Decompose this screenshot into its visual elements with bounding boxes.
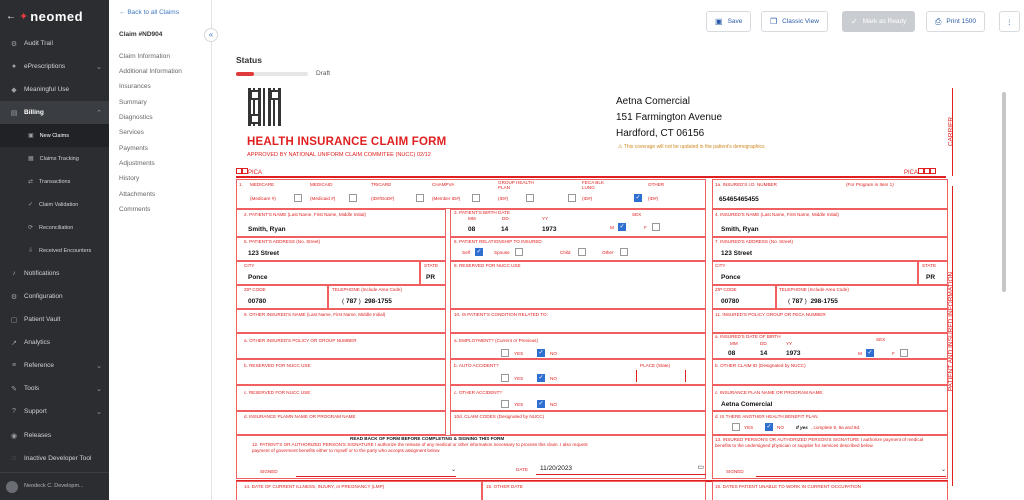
nav-claim-validation[interactable]: ✓ Claim Validation [28, 201, 79, 208]
releases-icon: ◉ [10, 432, 18, 440]
tracking-icon: ▦ [28, 156, 34, 162]
patient-sex-f-checkbox[interactable] [652, 223, 660, 231]
claimnav-item[interactable]: Adjustments [119, 160, 155, 167]
payer-address-1: 151 Farmington Avenue [616, 112, 723, 123]
employment-no-checkbox[interactable]: ✓ [538, 350, 544, 356]
brand-logo: neomed [30, 8, 84, 24]
other-accident-no-checkbox[interactable]: ✓ [538, 401, 544, 407]
insured-phone-value[interactable]: ( 787 ) 298-1755 [788, 298, 838, 305]
chevron-up-icon: ⌃ [96, 109, 102, 117]
print-1500-button[interactable]: ⎙ Print 1500 [926, 11, 985, 32]
tricare-checkbox[interactable] [416, 194, 424, 202]
carrier-label: CARRIER [947, 116, 955, 147]
status-value: Draft [316, 70, 331, 77]
claims-icon: ▣ [28, 133, 34, 139]
insured-dob-month[interactable]: 08 [728, 350, 736, 357]
other-accident-yes-checkbox[interactable] [501, 400, 509, 408]
reference-icon: ≡ [11, 362, 17, 369]
sidebar [0, 0, 109, 500]
another-plan-no-checkbox[interactable]: ✓ [766, 424, 772, 430]
claim-navigation [109, 0, 212, 500]
other-checkbox[interactable]: ✓ [635, 195, 641, 201]
nav-reference[interactable]: ≡ Reference ⌄ [11, 362, 102, 370]
claim-id: Claim #ND904 [119, 31, 163, 38]
arrow-left-icon: ← [119, 9, 128, 16]
pica-left: PICA [236, 168, 262, 176]
insured-address-value[interactable]: 123 Street [721, 250, 753, 257]
claimnav-item[interactable]: History [119, 175, 140, 182]
box-9a [236, 333, 446, 359]
nav-inactive-dev-tool[interactable]: ◌ Inactive Developer Tool [11, 455, 92, 462]
patient-address-value[interactable]: 123 Street [248, 250, 280, 257]
copy-icon: ❐ [770, 17, 778, 26]
nav-notifications[interactable]: ♪ Notifications [0, 262, 109, 285]
qr-code [248, 88, 282, 126]
document-icon: ▤ [10, 109, 18, 117]
save-icon: ▣ [715, 17, 723, 26]
employment-yes-checkbox[interactable] [501, 349, 509, 357]
neomed-logo-icon: ✦ [19, 10, 29, 23]
patient-city-box [236, 261, 420, 285]
claimnav-item[interactable]: Summary [119, 99, 147, 106]
vault-icon: ▢ [10, 316, 18, 324]
nav-configuration[interactable]: ⚙ Configuration [10, 293, 63, 301]
cms1500-form: HEALTH INSURANCE CLAIM FORM APPROVED BY NATIONAL UNIFORM CLAIM COMMITEE (NUCC) 02/12 Aetna Comercial 151 Farmington Avenue Hardford, CT 06156 ⚠ This coverage will not be updated in the patient's demographics. PICA PICA CARRIER PATIENT AND INSURED INFORMATION 1. MEDICARE (Medicare #) MEDICAID (Medicaid #) TRICARE (ID#/DoD#) CHAMPVA (Member ID#) GROUP HEALTH PLAN (ID#) FECA BLK LUNG (ID#) OTHER (ID#) ✓ 1a. INSURED'S I.D. NUMBER (For Program in Item 1) 65465465455 2. PATIENT'S NAME (Last Name, First Name, Middle Initial) Smith, Ryan 3. PATIENT'S BIRTH DATE MM DD YY 08 14 1973 SEX M ✓ F 4. INSURED'S NAME (Last Name, First Name, Middle Initial) Smith, Ryan 5. PATIENT'S ADDRESS (No. Street) 123 Street 6. PATIENT RELATIONSHIP TO INSURED Self ✓ Spouse Child Other 7. INSURED'S ADDRESS (No. Street) 123 Street CITY Ponce STATE PR 8. RESERVED FOR NUCC USE CITY Ponce STATE PR ZIP CODE 00780 TELEPHONE (Include Area Code) ( 787 ) 298-1755 ZIP CODE 00780 TELEPHONE (Include Area Code) ( 787 ) 298-1755 9. OTHER INSURED'S NAME (Last Name, First Name, Middle Initial) 10. IS PATIENT'S CONDITION RELATED TO: 11. INSURED'S POLICY GROUP OR FECA NUMBER a. OTHER INSURED'S POLICY OR GROUP NUMBER a. EMPLOYMENT? (Current or Previous) YES ✓ NO a. INSURED'S DATE OF BIRTH MM DD YY SEX 08 14 1973 M ✓ F b. RESERVED FOR NUCC USE b. AUTO ACCIDENT? YES ✓ NO PLACE (State) b. OTHER CLAIM ID (Designated by NUCC) c. RESERVED FOR NUCC USE c. OTHER ACCIDENT? YES ✓ NO c. INSURANCE PLAN NAME OR PROGRAM NAME Aetna Comercial d. INSURANCE PLAMN NAME OR PROGRAM NAME 10d. CLAIM CODES (Designated by NUCC) d. IS THERE ANOTHER HEALTH BENEFIT PLAN YES ✓ NO If yes , complete 9, 9a and 9d. READ BACK OF FORM BEFORE COMPLETING & SIGNING THIS FORM 12. PATIENT'S OR AUTHORIZED PERSON'S SIGNATURE I authorize the release of any medical or other information necessary to process this claim. I also request payment of goverment benefits either to myself or to the party who accepts assigment below SIGNED ⌄ DATE 11/20/2023 ▭ 13. INSURED PERSON'S OR AUTHORIZED PERSON'S SIGNATURE I authorize payment of medical benefits to the undersigned physician or supplier for services described below SIGNED ⌄ 14. DATE OF CURRENT ILLNESS, INJURY, or PREGNANCY (LMP) 15. OTHER DATE 16. DATES PATIENT UNABLE TO WORK IN CURRENT OCCUPATION [236, 88, 962, 500]
validation-icon: ✓ [28, 202, 34, 208]
pill-icon: ● [11, 63, 17, 70]
auto-accident-yes-checkbox[interactable] [501, 374, 509, 382]
bell-icon: ♪ [12, 270, 16, 277]
cog-icon: ⚙ [10, 293, 18, 301]
nav-patient-vault[interactable]: ▢ Patient Vault [10, 316, 61, 324]
patient-phone-value[interactable]: ( 787 ) 298-1755 [342, 298, 392, 305]
avatar [6, 481, 18, 493]
user-profile[interactable]: Neodeck C. Developm... [0, 472, 109, 500]
nav-audit-trail[interactable]: ⚙ Audit Trail [10, 40, 53, 48]
nav-meaningful-use[interactable]: ◆ Meaningful Use [11, 86, 70, 94]
insured-city-value[interactable]: Ponce [721, 274, 741, 281]
encounters-icon: ⇩ [28, 248, 34, 254]
signature-date-input[interactable]: 11/20/2023 ▭ [536, 463, 706, 475]
payer-name: Aetna Comercial [616, 96, 690, 107]
nav-releases[interactable]: ◉ Releases [10, 432, 52, 440]
reconciliation-icon: ⟳ [28, 225, 34, 231]
box-10a [450, 333, 706, 359]
insured-zip-value[interactable]: 00780 [721, 298, 740, 305]
status-progress-bar [236, 72, 308, 76]
dob-year[interactable]: 1973 [542, 226, 557, 233]
insured-id-value[interactable]: 65465465455 [719, 196, 759, 203]
insured-state-value[interactable]: PR [926, 274, 936, 281]
form-subtitle: APPROVED BY NATIONAL UNIFORM CLAIM COMMITEE (NUCC) 02/12 [247, 152, 431, 158]
patient-zip-value[interactable]: 00780 [248, 298, 267, 305]
double-chevron-left-icon: « [208, 30, 214, 39]
chevron-down-icon: ⌄ [96, 362, 102, 370]
claimnav-item[interactable]: Additional Information [119, 68, 182, 75]
box-10c [450, 385, 706, 411]
gear-icon: ⚙ [10, 40, 18, 48]
back-arrow-icon[interactable]: ← [6, 10, 16, 22]
save-button[interactable]: ▣ Save [706, 11, 751, 32]
claimnav-item[interactable]: Payments [119, 145, 148, 152]
insured-sex-f-checkbox[interactable] [900, 349, 908, 357]
chevron-down-icon: ⌄ [96, 385, 102, 393]
status-label: Status [236, 55, 262, 65]
calendar-icon: ▭ [697, 464, 704, 471]
relation-self-checkbox[interactable]: ✓ [476, 249, 482, 255]
claimnav-item[interactable]: Insurances [119, 83, 151, 90]
claimnav-item[interactable]: Attachments [119, 191, 156, 198]
payer-address-2: Hardford, CT 06156 [616, 128, 705, 139]
back-to-claims-link[interactable]: ← Back to all Claims [119, 9, 179, 16]
nav-new-claims[interactable]: ▣ New Claims [0, 124, 109, 147]
patient-info-label: PATIENT AND INSURED INFORMATION [947, 271, 955, 392]
dob-day[interactable]: 14 [501, 226, 509, 233]
another-plan-yes-checkbox[interactable] [732, 423, 740, 431]
patient-state-value[interactable]: PR [426, 274, 436, 281]
box-8 [450, 261, 706, 309]
insured-signature-select[interactable]: ⌄ [756, 466, 946, 477]
accident-place-field[interactable] [636, 370, 686, 382]
chart-icon: ↗ [11, 339, 17, 347]
form-scrollbar[interactable] [1002, 92, 1006, 292]
relation-spouse-checkbox[interactable] [515, 248, 523, 256]
dob-month[interactable]: 08 [468, 226, 476, 233]
patient-city-value[interactable]: Ponce [248, 274, 268, 281]
status-progress-fill [236, 72, 254, 76]
insured-city-box [712, 261, 918, 285]
form-top-rule [236, 176, 946, 178]
nav-reconciliation[interactable]: ⟳ Reconciliation [28, 224, 74, 231]
check-icon: ✓ [851, 17, 858, 26]
transactions-icon: ⇄ [28, 179, 34, 185]
medicare-checkbox[interactable] [294, 194, 302, 202]
classic-view-button[interactable]: ❐ Classic View [761, 11, 828, 32]
support-icon: ? [12, 408, 16, 415]
chevron-down-icon: ⌄ [96, 408, 102, 416]
pica-right: PICA [904, 168, 936, 176]
sidebar-header [0, 0, 109, 32]
payer-warning: ⚠ This coverage will not be updated in the patient's demographics. [618, 144, 766, 150]
insured-name-value[interactable]: Smith, Ryan [721, 226, 759, 233]
form-title: HEALTH INSURANCE CLAIM FORM [247, 136, 447, 148]
group-health-checkbox[interactable] [526, 194, 534, 202]
dev-tool-icon: ◌ [11, 455, 17, 462]
nav-eprescriptions[interactable]: ● ePrescriptions ⌄ [11, 63, 102, 71]
relation-child-checkbox[interactable] [578, 248, 586, 256]
medicaid-checkbox[interactable] [349, 194, 357, 202]
claimnav-item[interactable]: Services [119, 129, 144, 136]
warning-icon: ⚠ [618, 144, 624, 150]
more-options-button[interactable] [999, 11, 1020, 32]
patient-sex-m-checkbox[interactable]: ✓ [619, 224, 625, 230]
nav-analytics[interactable]: ↗ Analytics [11, 339, 51, 347]
box-9c [236, 385, 446, 411]
patient-signature-select[interactable]: ⌄ [296, 466, 456, 477]
nav-tools[interactable]: ✎ Tools ⌄ [11, 385, 102, 393]
claimnav-item[interactable]: Diagnostics [119, 114, 153, 121]
mark-as-ready-button[interactable]: ✓ Mark as Ready [842, 11, 915, 32]
chevron-down-icon: ⌄ [96, 63, 102, 71]
nav-support[interactable]: ? Support ⌄ [0, 400, 109, 423]
nav-transactions[interactable]: ⇄ Transactions [28, 178, 71, 185]
tools-icon: ✎ [11, 385, 17, 393]
nav-claims-tracking[interactable]: ▦ Claims Tracking [28, 155, 79, 162]
claimnav-item[interactable]: Comments [119, 206, 151, 213]
patient-name-value[interactable]: Smith, Ryan [248, 226, 286, 233]
nav-received-encounters[interactable]: ⇩ Received Encounters [28, 247, 92, 254]
printer-icon: ⎙ [935, 16, 942, 26]
champva-checkbox[interactable] [472, 194, 480, 202]
auto-accident-no-checkbox[interactable]: ✓ [538, 375, 544, 381]
insured-sex-m-checkbox[interactable]: ✓ [867, 350, 873, 356]
nav-billing[interactable]: ▤ Billing ⌃ [0, 101, 109, 124]
feca-checkbox[interactable] [568, 194, 576, 202]
insured-dob-year[interactable]: 1973 [786, 350, 801, 357]
claimnav-item[interactable]: Claim Information [119, 53, 170, 60]
insured-dob-day[interactable]: 14 [760, 350, 768, 357]
shield-icon: ◆ [11, 86, 17, 94]
more-vertical-icon: ⋮ [1006, 18, 1013, 26]
insurance-plan-value[interactable]: Aetna Comercial [721, 401, 773, 408]
relation-other-checkbox[interactable] [620, 248, 628, 256]
